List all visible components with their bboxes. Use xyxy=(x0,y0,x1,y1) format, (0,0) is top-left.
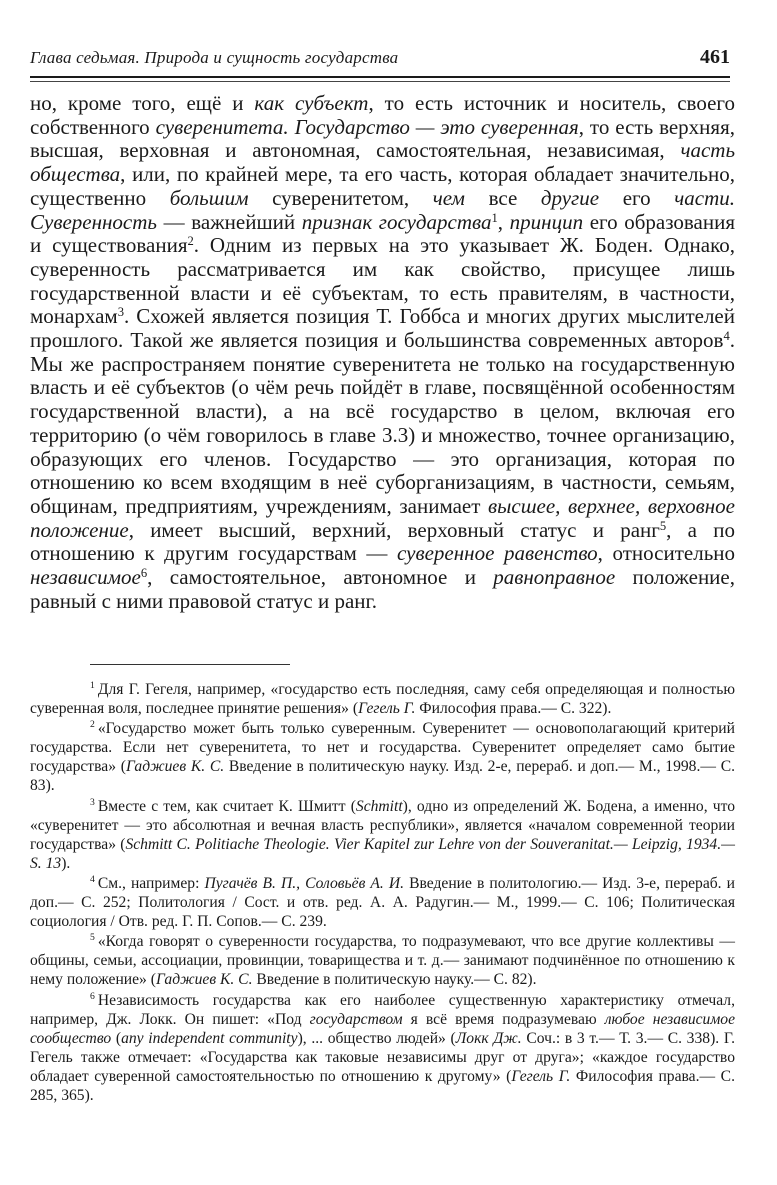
footnote-ref: 2 xyxy=(187,234,194,249)
footnote-ref: 3 xyxy=(117,305,124,320)
footnote-number: 4 xyxy=(90,874,95,886)
footnote-number: 2 xyxy=(90,719,95,731)
italic-run: признак государства xyxy=(301,209,492,234)
italic-run: большим xyxy=(169,185,249,210)
italic-run: Локк Дж. xyxy=(455,1029,522,1047)
italic-run: any independent community xyxy=(121,1029,298,1047)
italic-run: Schmitt C. Politiache Theologie. Vier Kapitel zur Lehre von der Souveranitat.— Leipzig, 1934.— S. 13 xyxy=(30,835,735,872)
text-run: «Государство может быть только суверенным. Суверенитет — основополагающий критерий государства. Если нет суверенитета, то нет и государства. Суверенитет определяет само бытие государства» ( xyxy=(30,720,735,776)
main-text xyxy=(30,92,735,613)
footnote-ref: 6 xyxy=(140,566,148,581)
text-run: ), ... общество людей» ( xyxy=(297,1029,456,1047)
footnote-number: 5 xyxy=(90,932,95,944)
running-header xyxy=(30,44,730,74)
text-run: , имеет высший, верхний, верховный статус и ранг xyxy=(128,517,660,542)
text-run: , или, по крайней мере, та его часть, которая обладает значительно, существенно xyxy=(30,162,735,210)
header-rule xyxy=(30,76,730,78)
footnotes xyxy=(30,680,735,1106)
text-run: , а по отношению к другим государствам — xyxy=(30,517,735,566)
footnote-3 xyxy=(30,797,735,873)
text-run: . Мы же распространяем понятие суверенитета не только на государственную власть и её субъектов (о чём речь пойдёт в главе, посвящённой особенностям государственной власти), а на всё государство в целом, включая его территорию (о чём говорилось в главе 3.3) и множество, точнее организацию, образующих его членов. Государство — это организация, которая по отношению ко всем входящим в неё суборганизациям, в частности, семьям, общинам, предприятиям, учреждениям, занимает xyxy=(30,328,735,518)
text-run: ( xyxy=(111,1029,122,1047)
italic-run: части. Суверенность xyxy=(30,185,735,234)
text-run: его xyxy=(599,185,675,210)
text-run: Введение в политологию.— Изд. 3-е, перераб. и доп.— С. 252; Политология / Сост. и отв. ред. А. А. Радугин.— М., 1999.— С. 106; Политическая социология / Отв. ред. Г. П. Сопов.— С. 239. xyxy=(30,874,735,931)
text-run: . Одним из первых на это указывает Ж. Боден. Однако, суверенность рассматривается им как свойство, присущее лишь государственной власти и её субъектам, то есть правителям, в частности, монархам xyxy=(30,233,736,329)
italic-run: Гаджиев К. С. xyxy=(155,971,253,989)
text-run: ), одно из определений Ж. Бодена, а именно, что «суверенитет — это абсолютная и вечная власть республики», является «началом современной теории государства» ( xyxy=(30,797,735,853)
italic-run: суверенитета. Государство — это суверенная xyxy=(155,114,579,139)
italic-run: Schmitt xyxy=(355,797,403,815)
header-rule-thin xyxy=(30,81,730,82)
text-run: его образования и существования xyxy=(30,209,736,258)
text-run: Введение в политическую науку. Изд. 2-е, перераб. и доп.— М., 1998.— С. 83). xyxy=(30,758,736,795)
page-number: 461 xyxy=(700,46,730,68)
text-run: , то есть верхняя, высшая, верховная и автономная, самостоятельная, независимая, xyxy=(30,114,735,163)
text-run: Независимость государства как его наиболее существенную характеристику отмечал, например, Дж. Локк. Он пишет: «Под xyxy=(30,991,735,1028)
text-run: Вместе с тем, как считает К. Шмитт ( xyxy=(97,797,356,815)
text-run: , самостоятельное, автономное и xyxy=(147,565,494,590)
footnote-ref: 5 xyxy=(659,518,667,533)
text-run: Философия права.— С. 322). xyxy=(415,700,612,718)
italic-run: государством xyxy=(309,1010,403,1028)
footnote-ref: 1 xyxy=(491,210,498,225)
italic-run: независимое xyxy=(30,565,141,590)
italic-run: чем xyxy=(432,185,465,210)
footnote-1 xyxy=(30,680,735,718)
text-run: Соч.: в 3 т.— Т. 3.— С. 338). Г. Гегель также отмечает: «Государства как таковые независимы друг от друга»; «каждое государство обладает суверенной самостоятельностью по отношению к другому» ( xyxy=(30,1029,735,1085)
italic-run: как субъект xyxy=(254,91,369,115)
text-run: положение, равный с ними правовой статус и ранг. xyxy=(30,565,735,613)
italic-run: Гегель Г. xyxy=(511,1067,571,1085)
text-run: , относительно xyxy=(597,541,736,566)
footnote-6 xyxy=(30,991,735,1106)
text-run: Для Г. Гегеля, например, «государство есть последняя, саму себя определяющая и полностью суверенная воля, последнее принятие решения» ( xyxy=(30,681,735,718)
body-paragraph xyxy=(30,92,735,613)
footnote-number: 1 xyxy=(90,680,95,692)
italic-run: суверенное равенство xyxy=(397,541,598,566)
text-run: , то есть источник и носитель, своего собственного xyxy=(30,91,735,139)
footnote-ref: 4 xyxy=(723,329,730,344)
italic-run: равноправное xyxy=(493,565,616,590)
italic-run: Пугачёв В. П., Соловьёв А. И. xyxy=(204,874,405,892)
text-run: — важнейший xyxy=(156,209,302,234)
text-run: все xyxy=(464,185,541,210)
text-run: Введение в политическую науку.— С. 82). xyxy=(252,971,537,989)
footnote-number: 3 xyxy=(90,796,95,808)
footnote-2 xyxy=(30,719,735,795)
italic-run: высшее, верхнее, верховное положение xyxy=(30,493,735,542)
text-run: «Когда говорят о суверенности государства, то подразумевают, что все другие коллективы — общины, семьи, ассоциации, провинции, товарищества и т. д.— занимают подчинённое по отношению к нему положение» ( xyxy=(30,933,735,989)
italic-run: часть общества xyxy=(30,138,735,187)
text-run: Философия права.— С. 285, 365). xyxy=(30,1067,735,1104)
italic-run: принцип xyxy=(509,209,584,234)
text-run: . Схожей является позиция Т. Гоббса и многих других мыслителей прошлого. Такой же является позиция и большинства современных авторов xyxy=(30,304,735,353)
text-run: суверенитетом, xyxy=(248,185,433,210)
text-run: я всё время подразумеваю xyxy=(402,1010,605,1028)
italic-run: Гегель Г. xyxy=(358,700,416,718)
text-run: См., например: xyxy=(97,874,205,892)
text-run: но, кроме того, ещё и xyxy=(30,91,255,115)
footnote-5 xyxy=(30,932,735,989)
text-run: ). xyxy=(61,854,71,872)
footnote-number: 6 xyxy=(90,990,95,1002)
footnote-separator xyxy=(90,664,290,665)
italic-run: другие xyxy=(540,185,600,210)
footnote-4 xyxy=(30,874,735,931)
italic-run: любое независимое сообщество xyxy=(30,1010,736,1047)
text-run: , xyxy=(497,209,510,234)
chapter-title: Глава седьмая. Природа и сущность государства xyxy=(30,48,399,67)
italic-run: Гаджиев К. С. xyxy=(125,758,225,776)
